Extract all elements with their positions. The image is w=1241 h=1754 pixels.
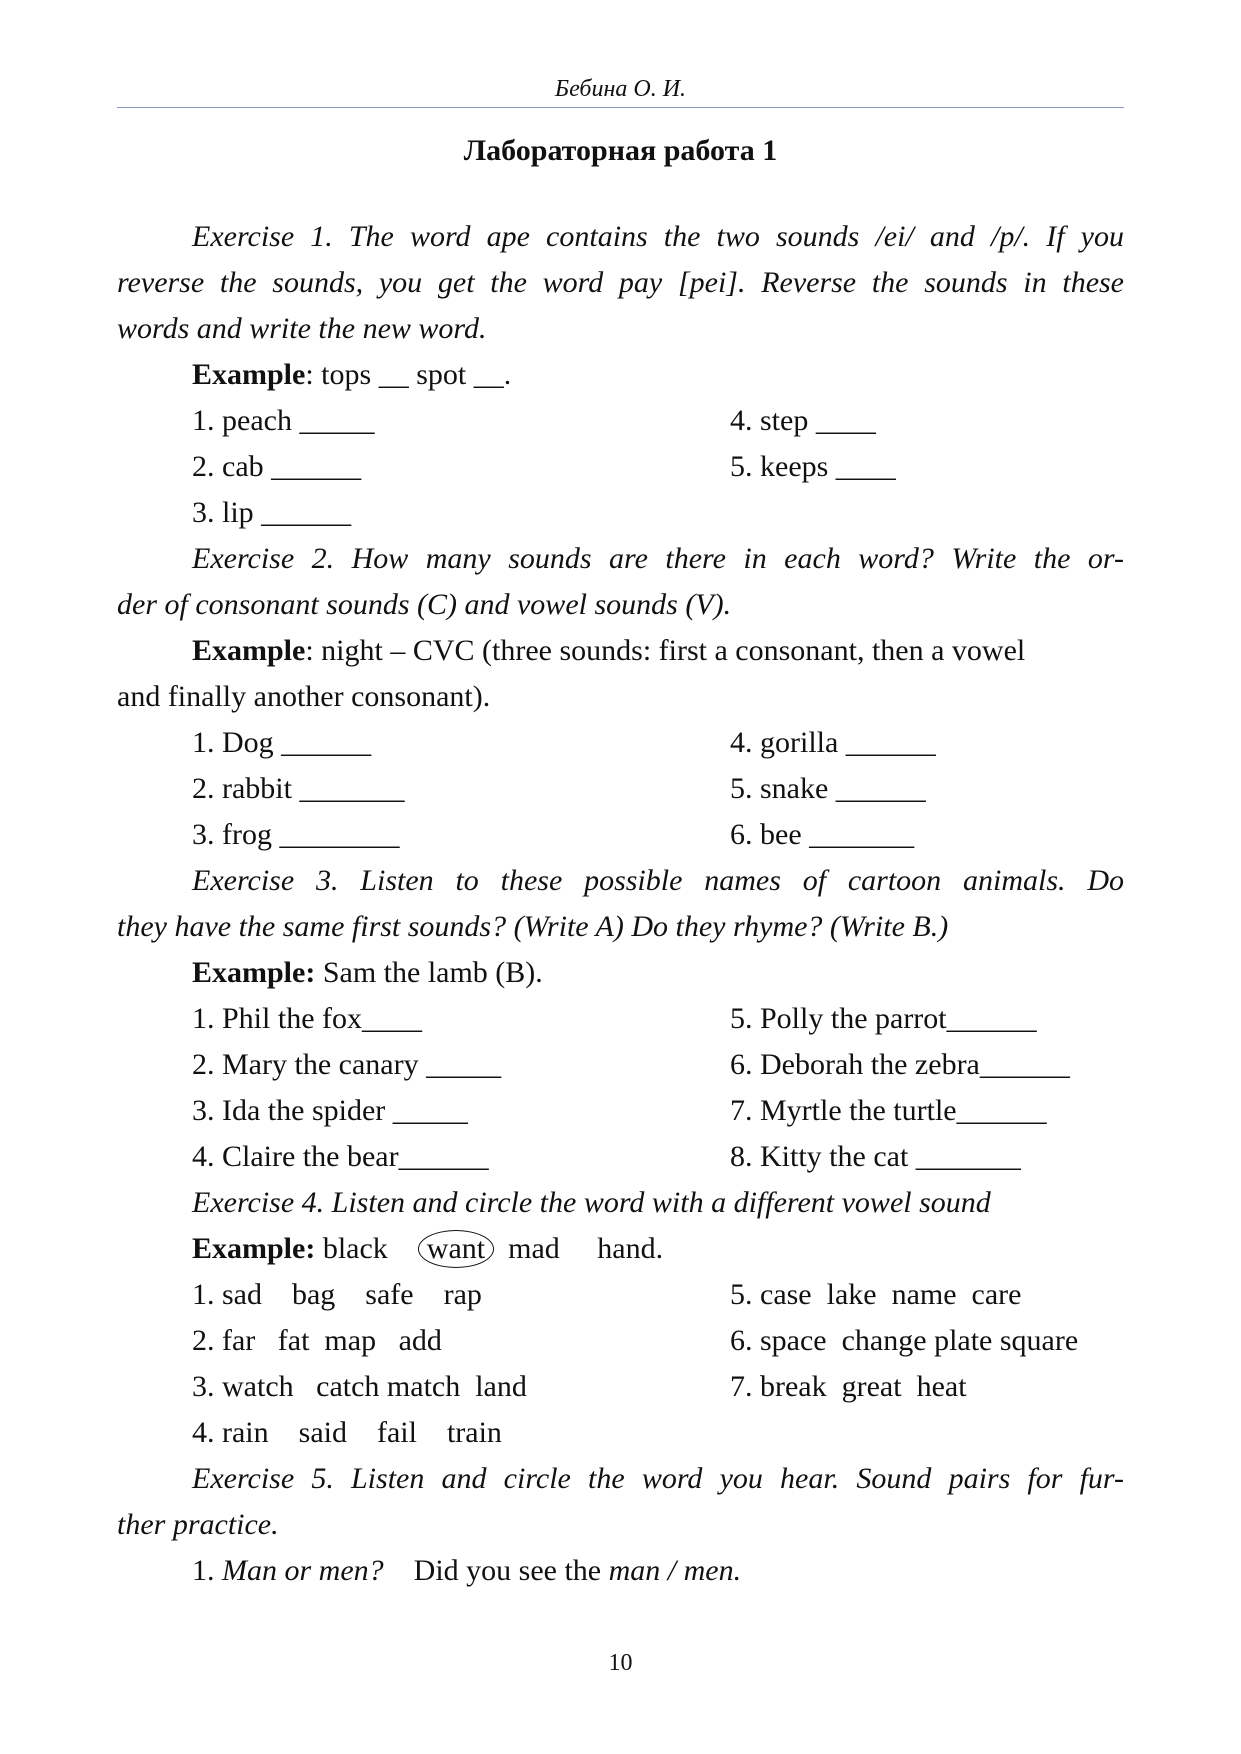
list-item: 2. cab ______ [192,450,362,483]
list-row [117,1272,1124,1318]
list-item: 3. Ida the spider _____ [192,1094,468,1127]
list-item: 2. far fat map add [192,1324,442,1357]
list-item: 8. Kitty the cat _______ [730,1140,1021,1173]
list-row [117,996,1124,1042]
list-item: 7. Myrtle the turtle______ [730,1094,1047,1127]
list-item: 4. rain said fail train [192,1416,502,1449]
list-item: 5. case lake name care [730,1278,1022,1311]
item-sentence: Did you see the [383,1554,609,1587]
ex1-line: Exercise 1. The word ape contains the two sounds /ei/ and /p/. If you [192,220,1124,253]
ex2-example [117,628,1124,674]
list-row [117,766,1124,812]
ex3-example [117,950,1124,996]
ex1-line: words and write the new word. [117,312,487,345]
example-label: Example: [192,1232,316,1265]
circled-word: want [418,1230,494,1268]
list-row [117,1042,1124,1088]
list-row [117,444,1124,490]
list-row [117,1134,1124,1180]
list-item: 7. break great heat [730,1370,967,1403]
item-question: Man or men? [222,1554,384,1587]
list-row [117,490,1124,536]
example-label: Example [192,358,306,391]
page-number: 10 [608,1650,633,1676]
list-item: 3. lip ______ [192,496,352,529]
list-row [117,1088,1124,1134]
example-label: Example: [192,956,316,989]
ex4-line: Exercise 4. Listen and circle the word with a different vowel sound [192,1186,991,1219]
ex3-line: Exercise 3. Listen to these possible names of cartoon animals. Do [192,864,1124,897]
list-item: 5. keeps ____ [730,450,896,483]
ex3-line: they have the same first sounds? (Write A) Do they rhyme? (Write B.) [117,910,949,943]
example-text: : tops __ spot __. [305,358,512,391]
list-row [117,398,1124,444]
item-options: man / men. [608,1554,742,1587]
running-header: Бебина О. И. [554,76,687,102]
example-text: Sam the lamb (B). [315,956,543,989]
list-row [117,1318,1124,1364]
list-item: 1. Phil the fox____ [192,1002,422,1035]
list-item: 1. Dog ______ [192,726,372,759]
example-text: mad hand. [508,1232,664,1265]
item-number: 1. [192,1554,222,1587]
ex5-line: Exercise 5. Listen and circle the word you hear. Sound pairs for fur- [192,1462,1124,1495]
example-text: black [315,1232,388,1265]
ex5-line: ther practice. [117,1508,279,1541]
list-item: 3. watch catch match land [192,1370,527,1403]
list-item: 4. gorilla ______ [730,726,936,759]
list-row [117,1364,1124,1410]
list-row [117,812,1124,858]
example-text: : night – CVC (three sounds: first a consonant, then a vowel [305,634,1026,667]
list-item: 1. peach _____ [192,404,375,437]
list-item: 5. Polly the parrot______ [730,1002,1037,1035]
list-item: 5. snake ______ [730,772,926,805]
list-item: 6. bee _______ [730,818,915,851]
list-item: 3. frog ________ [192,818,400,851]
header-rule [117,107,1124,108]
list-item: 1. sad bag safe rap [192,1278,482,1311]
ex2-example-cont: and finally another consonant). [117,680,491,713]
ex1-example [117,352,1124,398]
list-item: 6. Deborah the zebra______ [730,1048,1070,1081]
ex5-item [117,1548,1124,1594]
ex4-example [117,1226,1124,1272]
list-item: 2. Mary the canary _____ [192,1048,502,1081]
list-item: 2. rabbit _______ [192,772,405,805]
list-item: 6. space change plate square [730,1324,1079,1357]
ex2-line: Exercise 2. How many sounds are there in each word? Write the or- [192,542,1124,575]
ex1-line: reverse the sounds, you get the word pay [pei]. Reverse the sounds in these [117,266,1124,299]
page-body [117,214,1124,1594]
list-row [117,1410,1124,1456]
example-label: Example [192,634,306,667]
ex2-line: der of consonant sounds (C) and vowel sounds (V). [117,588,732,621]
page-title: Лабораторная работа 1 [463,134,778,167]
list-row [117,720,1124,766]
list-item: 4. step ____ [730,404,876,437]
list-item: 4. Claire the bear______ [192,1140,489,1173]
